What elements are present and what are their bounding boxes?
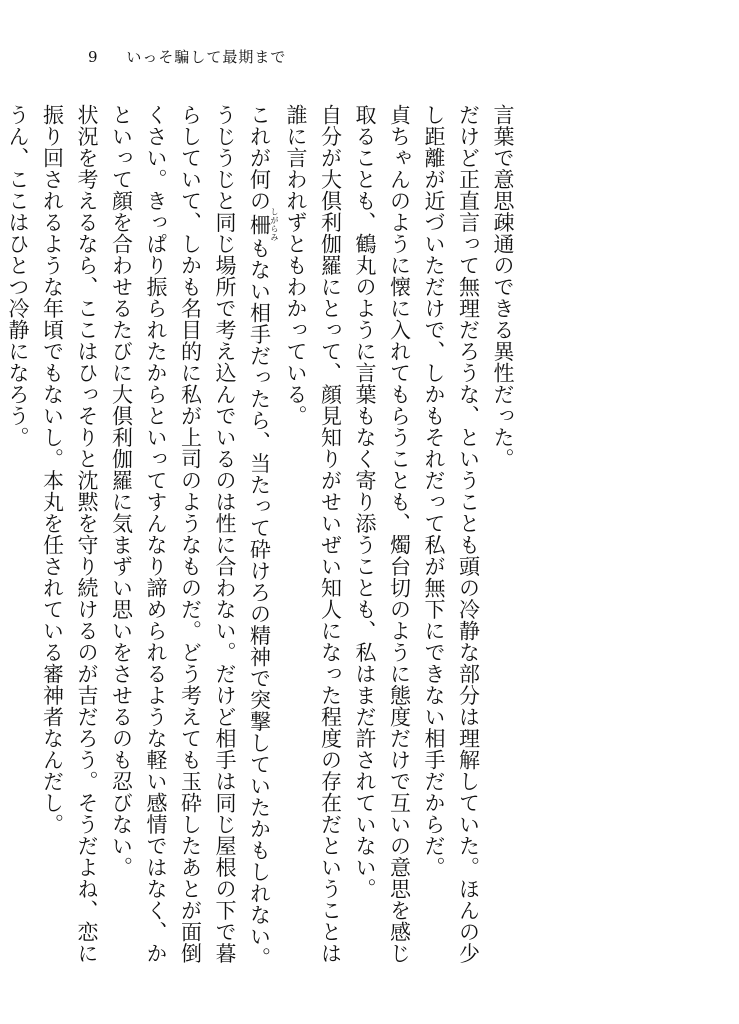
running-title: いっそ騙して最期まで — [126, 48, 287, 66]
paragraph-3: 貞ちゃんのように懐に入れてもらうことも、燭台切のように態度だけで互いの意思を感じ取ることも、鶴丸のように言葉もなく寄り添うことも、私はまだ許されていない。 — [353, 104, 412, 964]
paragraph-4: 自分が大倶利伽羅にとって、顔見知りがせいぜい知人になった程度の存在だということは誰に言われずともわかっている。 — [284, 104, 343, 964]
paragraph-5-rest: もない相手だったら、当たって砕けろの精神で突撃していたかもしれない。うじうじと同じ場所で考え込んでいるのは性に合わない。だけど相手は同じ屋根の下で暮らしていて、しかも名目的に私が上司のようなものだ。どう考えても玉砕したあとが面倒くさい。きっぱり振られたからといってすんなり諦められるような軽い感情ではなく、かといって顔を合わせるたびに大倶利伽羅に気まずい思いをさせるのも忍びない。 — [109, 104, 272, 969]
paragraph-5 — [104, 104, 279, 974]
paragraph-2: だけど正直言って無理だろうな、ということも頭の冷静な部分は理解していた。ほんの少し距離が近づいただけで、しかもそれだって私が無下にできない相手だからだ。 — [422, 104, 481, 964]
page-header — [88, 46, 286, 67]
paragraph-5-start: これが何の — [247, 104, 272, 212]
paragraph-8 — [0, 104, 1, 974]
body-text — [6, 104, 520, 974]
paragraph-7: うん、ここはひとつ冷静になろう。 — [6, 104, 30, 448]
ruby-base: 柵 — [247, 207, 272, 242]
ruby-shigarami — [247, 207, 279, 242]
ruby-reading: しがらみ — [270, 207, 279, 242]
page-number: 9 — [88, 48, 98, 66]
paragraph-6: 状況を考えるなら、ここはひっそりと沈黙を守り続けるのが吉だろう。そうだよね、恋に振り回されるような年頃でもないし。本丸を任されている審神者なんだし。 — [40, 104, 99, 964]
paragraph-1: 言葉で意思疎通のできる異性だった。 — [491, 104, 515, 470]
